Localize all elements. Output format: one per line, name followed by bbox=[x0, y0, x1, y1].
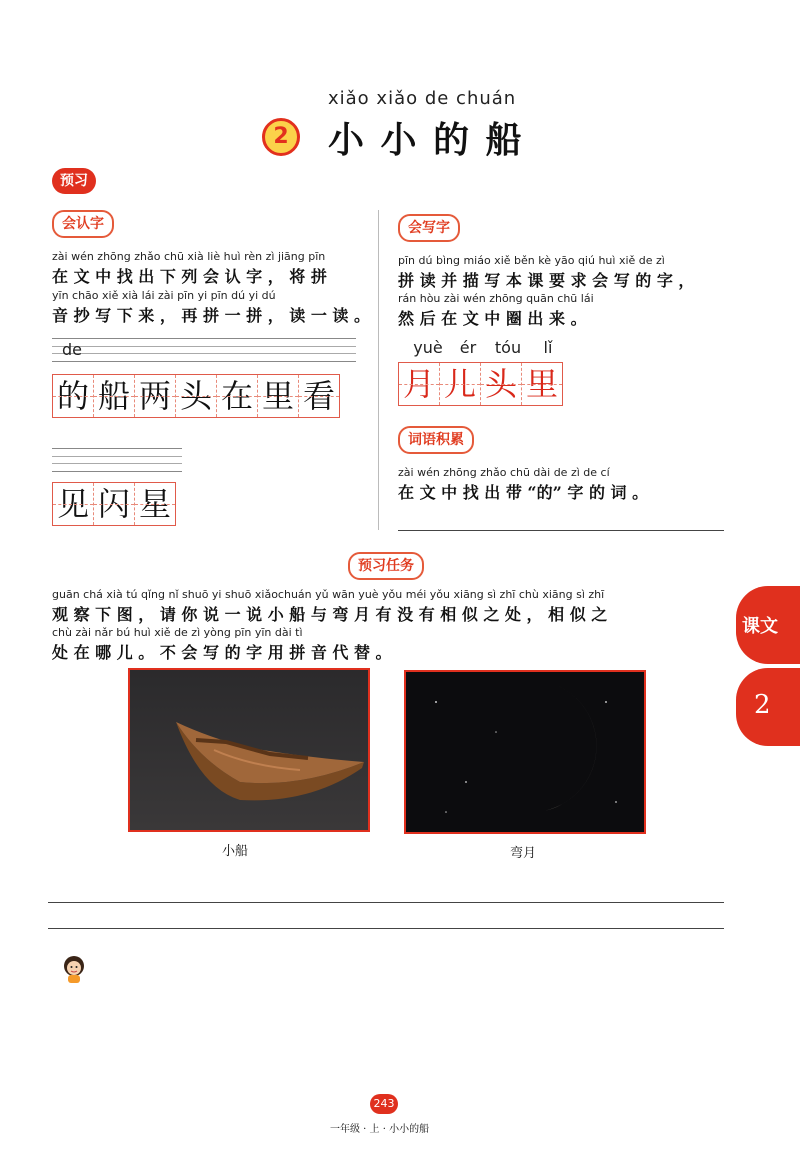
preview-tag: 预习 bbox=[52, 168, 96, 194]
write-pinyin-1: pīn dú bìng miáo xiě běn kè yāo qiú huì xiě de zì bbox=[398, 254, 665, 267]
char-cell: 在 bbox=[217, 375, 258, 417]
answer-line-1[interactable] bbox=[48, 902, 724, 903]
write-pinyin-tou: tóu bbox=[494, 338, 522, 357]
pinyin-writing-lines-2[interactable] bbox=[52, 448, 182, 472]
lesson-number-badge: 2 bbox=[262, 118, 300, 156]
vocab-answer-line[interactable] bbox=[398, 530, 724, 531]
write-text-1: 拼 读 并 描 写 本 课 要 求 会 写 的 字 ， bbox=[398, 271, 695, 290]
recognize-pinyin-1: zài wén zhōng zhǎo chū xià liè huì rèn zì jiāng pīn bbox=[52, 250, 326, 263]
char-cell: 看 bbox=[299, 375, 339, 417]
column-divider bbox=[378, 210, 379, 530]
page-number: 243 bbox=[370, 1094, 398, 1114]
write-grid bbox=[398, 362, 563, 406]
girl-avatar bbox=[60, 954, 88, 984]
write-pinyin-er: ér bbox=[459, 338, 477, 357]
char-cell: 里 bbox=[258, 375, 299, 417]
write-pinyin-yue: yuè bbox=[413, 338, 443, 357]
char-cell: 月 bbox=[399, 363, 440, 405]
write-pinyin-li: lǐ bbox=[543, 338, 553, 357]
vocab-text: 在 文 中 找 出 带 “的” 字 的 词 。 bbox=[398, 483, 649, 502]
task-pinyin-1: guān chá xià tú qǐng nǐ shuō yi shuō xiǎochuán yǔ wān yuè yǒu méi yǒu xiāng sì zhī chù xiāng sì zhī bbox=[52, 588, 605, 601]
side-tab-number: 2 bbox=[754, 690, 771, 720]
char-cell: 两 bbox=[135, 375, 176, 417]
task-tag: 预习任务 bbox=[348, 552, 424, 580]
recognize-text-2: 音 抄 写 下 来 ， 再 拼 一 拼 ， 读 一 读 。 bbox=[52, 306, 370, 325]
task-text-1: 观 察 下 图 ， 请 你 说 一 说 小 船 与 弯 月 有 没 有 相 似 之 处 ， 相 似 之 bbox=[52, 605, 608, 624]
girl-avatar-icon bbox=[60, 954, 88, 984]
side-tab[interactable] bbox=[736, 586, 800, 664]
boat-photo bbox=[128, 668, 370, 832]
char-cell: 闪 bbox=[94, 483, 135, 525]
moon-photo bbox=[404, 670, 646, 834]
recognize-text-1: 在 文 中 找 出 下 列 会 认 字 ， 将 拼 bbox=[52, 267, 327, 286]
char-cell: 星 bbox=[135, 483, 175, 525]
write-pinyin-2: rán hòu zài wén zhōng quān chū lái bbox=[398, 292, 594, 305]
answer-line-2[interactable] bbox=[48, 928, 724, 929]
recognize-tag: 会认字 bbox=[52, 210, 114, 238]
moon-caption: 弯月 bbox=[510, 846, 537, 861]
write-tag: 会写字 bbox=[398, 214, 460, 242]
char-cell: 儿 bbox=[440, 363, 481, 405]
char-cell: 见 bbox=[53, 483, 94, 525]
task-pinyin-2: chù zài nǎr bú huì xiě de zì yòng pīn yīn dài tì bbox=[52, 626, 303, 639]
boat-icon bbox=[130, 670, 370, 832]
write-text-2: 然 后 在 文 中 圈 出 来 。 bbox=[398, 309, 587, 328]
boat-caption: 小船 bbox=[222, 844, 249, 859]
side-tab-number-box bbox=[736, 668, 800, 746]
vocab-pinyin: zài wén zhōng zhǎo chū dài de zì de cí bbox=[398, 466, 610, 479]
recognize-pinyin-2: yīn chāo xiě xià lái zài pīn yi pīn dú yi dú bbox=[52, 289, 276, 302]
title-pinyin: xiǎo xiǎo de chuán bbox=[328, 88, 517, 109]
pinyin-writing-lines-1[interactable] bbox=[52, 338, 356, 362]
task-text-2: 处 在 哪 儿 。 不 会 写 的 字 用 拼 音 代 替 。 bbox=[52, 643, 392, 662]
vocab-tag: 词语积累 bbox=[398, 426, 474, 454]
char-cell: 船 bbox=[94, 375, 135, 417]
recognize-grid-2 bbox=[52, 482, 176, 526]
char-cell: 头 bbox=[176, 375, 217, 417]
char-cell: 的 bbox=[53, 375, 94, 417]
recognize-grid-1 bbox=[52, 374, 340, 418]
char-cell: 里 bbox=[522, 363, 562, 405]
answer-pinyin: de bbox=[62, 340, 82, 359]
footer-text: 一年级 · 上 · 小小的船 bbox=[330, 1124, 430, 1135]
page-title: 小 小 的 船 bbox=[328, 119, 524, 161]
crescent-moon-icon bbox=[406, 672, 646, 834]
side-tab-label: 课文 bbox=[742, 616, 778, 637]
char-cell: 头 bbox=[481, 363, 522, 405]
